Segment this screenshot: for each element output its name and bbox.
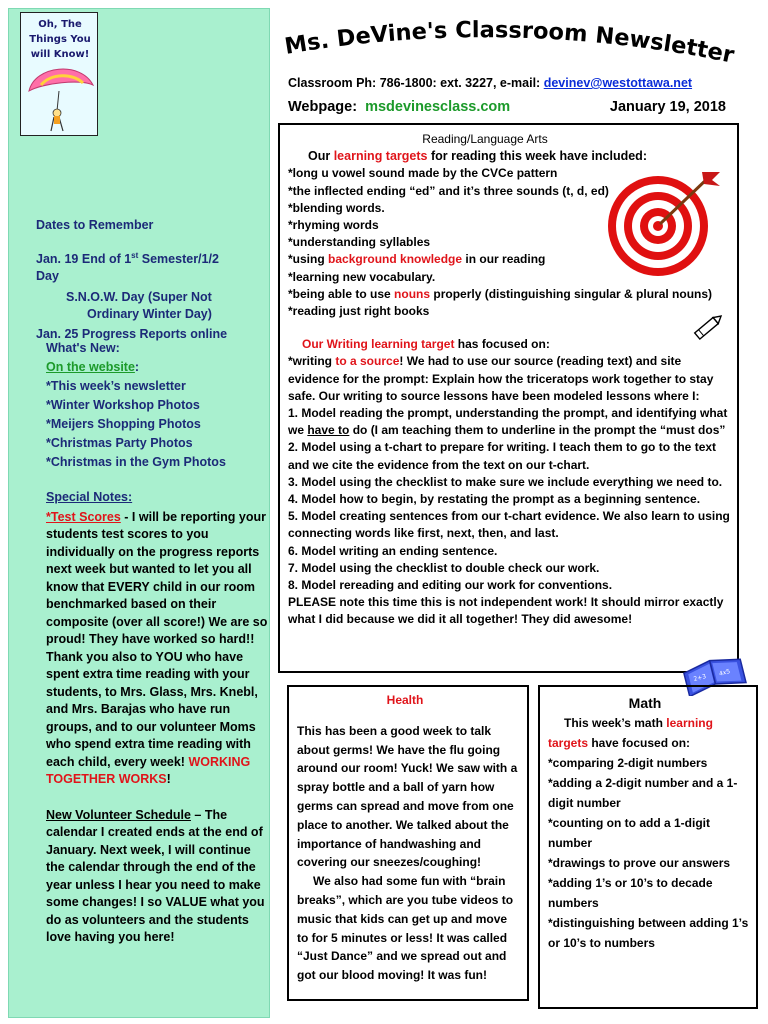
volunteer-note: New Volunteer Schedule – The calendar I created ends at the end of January. Next week, I will continue the calendar through the end of the year unless I hear you need to make some changes! I so VALUE what you do as volunteers and the students love having you here! xyxy=(46,807,265,944)
writing-step: 8. Model rereading and editing our work for conventions. xyxy=(288,578,613,593)
webpage-link[interactable]: msdevinesclass.com xyxy=(365,99,511,115)
whats-new-item: *Christmas Party Photos xyxy=(46,436,193,450)
writing-step: 1. Model reading the prompt, understanding the prompt, and identifying what we have to do (I am teaching them to underline in the prompt the “must dos” xyxy=(288,406,728,438)
book-title: Oh, The Things You will Know! xyxy=(29,19,91,60)
writing-source-text: *writing to a source! We had to use our source (reading text) and site evidence for the prompt: Explain how the triceratops work together to stay safe. Our writing to source lessons have been modeled lessons where I: xyxy=(288,354,714,403)
whats-new-heading: What's New: xyxy=(46,341,120,355)
svg-text:4x5: 4x5 xyxy=(718,668,731,678)
date-jan25: Jan. 25 Progress Reports online xyxy=(36,326,228,341)
contact-line: Classroom Ph: 786-1800: ext. 3227, e-mail: devinev@westottawa.net xyxy=(288,76,693,90)
reading-targets-intro: Our learning targets for reading this week have included: xyxy=(308,149,647,164)
whats-new-item: *Christmas in the Gym Photos xyxy=(46,455,226,469)
math-target-item: *comparing 2-digit numbers xyxy=(548,756,708,770)
website-label: On the website: xyxy=(46,360,140,374)
math-target-item: *adding a 2-digit number and a 1-digit number xyxy=(548,776,738,810)
math-target-item: *adding 1’s or 10’s to decade numbers xyxy=(548,876,713,910)
whats-new-item: *This week’s newsletter xyxy=(46,379,186,393)
writing-step: 4. Model how to begin, by restating the prompt as a beginning sentence. xyxy=(288,492,701,507)
svg-text:Ms. DeVine's Classroom Newslet: Ms. DeVine's Classroom Newsletter xyxy=(282,18,737,69)
reading-target-item: *being able to use nouns properly (distinguishing singular & plural nouns) xyxy=(288,286,713,301)
reading-target-item: *blending words. xyxy=(288,200,385,215)
reading-target-item: *reading just right books xyxy=(288,304,430,319)
writing-step: 2. Model using a t-chart to prepare for writing. I teach them to go to the text and we cite the evidence from the text on our t-chart. xyxy=(288,440,717,472)
writing-note: PLEASE note this time this is not independent work! It should mirror exactly what I did because we did it all together! They did awesome! xyxy=(288,595,724,627)
health-paragraph: This has been a good week to talk about germs! We have the flu going around our room! Yuck! We saw with a spray bottle and a ball of yarn how germs can spread and move from one place to another. We talked about the importance of handwashing and covering our sneezes/coughing! xyxy=(297,723,518,870)
svg-text:2+3: 2+3 xyxy=(692,673,707,683)
reading-target-item: *using background knowledge in our reading xyxy=(288,252,546,267)
dates-heading: Dates to Remember xyxy=(36,218,154,232)
math-box xyxy=(538,685,758,1009)
newsletter-date: January 19, 2018 xyxy=(609,99,726,115)
test-scores-note: *Test Scores - I will be reporting your students test scores to you individually on the progress reports next week but wanted to let you all know that EVERY child in our room benchmarked based on their composite (over all score!) We are so proud! They have worked so hard!! Thank you also to YOU who have spent extra time reading with your students, to Mrs. Glass, Mrs. Knebl, and Mrs. Barajas who have run groups, and to our volunteer Moms who spend extra time reading with each child, every week! WORKING TOGETHER WORKS! xyxy=(46,509,268,786)
pencil-icon xyxy=(690,310,726,344)
math-target-item: *drawings to prove our answers xyxy=(548,856,731,870)
reading-target-item: *learning new vocabulary. xyxy=(288,269,436,284)
target-icon xyxy=(604,168,724,280)
writing-target-intro: Our Writing learning target has focused on: xyxy=(302,337,550,352)
writing-step: 6. Model writing an ending sentence. xyxy=(288,543,498,558)
writing-step: 7. Model using the checklist to double check our work. xyxy=(288,560,600,575)
dates-section xyxy=(36,217,266,343)
newsletter-title xyxy=(278,18,748,76)
snow-day-line2: Ordinary Winter Day) xyxy=(87,307,212,322)
special-notes-section xyxy=(46,489,270,947)
book-cover-image xyxy=(20,12,98,136)
special-notes-heading: Special Notes: xyxy=(46,490,133,504)
date-jan19: Jan. 19 End of 1st Semester/1/2 xyxy=(36,250,219,266)
math-target-item: *distinguishing between adding 1’s or 10’s to numbers xyxy=(548,916,749,950)
email-link[interactable]: devinev@westottawa.net xyxy=(543,76,693,90)
health-box xyxy=(287,685,529,1001)
date-jan19-line2: Day xyxy=(36,269,59,284)
whats-new-item: *Meijers Shopping Photos xyxy=(46,417,201,431)
reading-target-item: *understanding syllables xyxy=(288,235,431,250)
reading-title: Reading/Language Arts xyxy=(422,132,548,146)
writing-step: 3. Model using the checklist to make sure we include everything we need to. xyxy=(288,474,723,489)
reading-target-item: *rhyming words xyxy=(288,218,379,233)
whats-new-section xyxy=(46,339,266,472)
whats-new-item: *Winter Workshop Photos xyxy=(46,398,200,412)
writing-step: 5. Model creating sentences from our t-chart evidence. We also learn to using connecting words like first, next, then, and last. xyxy=(288,509,730,541)
health-title: Health xyxy=(386,693,424,707)
math-target-item: *counting on to add a 1-digit number xyxy=(548,816,710,850)
reading-target-item: *long u vowel sound made by the CVCe pattern xyxy=(288,166,558,181)
webpage-line: Webpage: msdevinesclass.com January 19, 2018 xyxy=(288,99,726,115)
health-paragraph: We also had some fun with “brain breaks”, which are you tube videos to music that kids can get up and move to for 5 minutes or less! It was called “Just Dance” and we spread out and got our blood moving! It was fun! xyxy=(297,874,514,983)
math-title: Math xyxy=(628,695,662,711)
reading-target-item: *the inflected ending “ed” and it’s three sounds (t, d, ed) xyxy=(288,183,609,198)
snow-day-line1: S.N.O.W. Day (Super Not xyxy=(66,289,212,304)
math-intro: This week’s math learning targets have focused on: xyxy=(548,716,713,750)
